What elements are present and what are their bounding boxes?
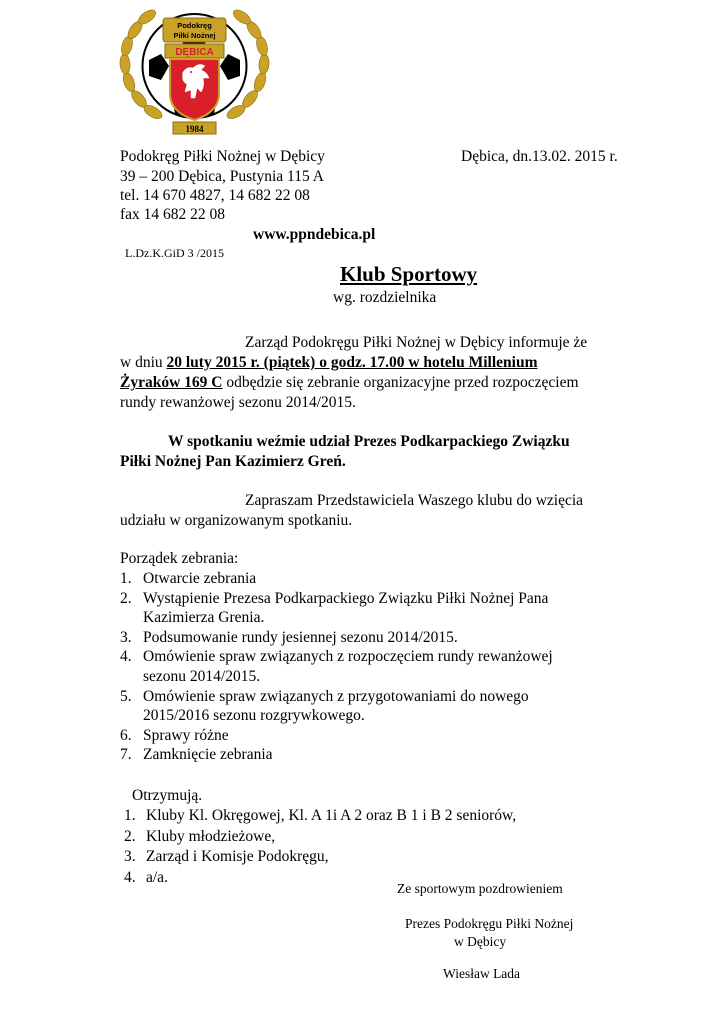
distribution-item-number: 3. (124, 848, 136, 865)
distribution-item-text: Zarząd i Komisje Podokręgu, (146, 848, 329, 865)
agenda-item-text: Kazimierza Grenia. (143, 609, 265, 627)
signatory-role-line-2: w Dębicy (454, 934, 507, 949)
paragraph-3-line-2: udziału w organizowanym spotkaniu. (120, 512, 353, 529)
agenda-item-text: sezonu 2014/2015. (143, 668, 261, 685)
agenda-item-text: Omówienie spraw związanych z rozpoczęciem rundy rewanżowej (143, 648, 553, 666)
sender-fax: fax 14 682 22 08 (120, 206, 226, 223)
logo-year: 1984 (185, 124, 204, 134)
sender-phone: tel. 14 670 4827, 14 682 22 08 (120, 187, 310, 204)
agenda-item-number: 7. (120, 746, 132, 764)
meeting-address: Żyraków 169 C (120, 374, 223, 391)
sender-address: 39 – 200 Dębica, Pustynia 115 A (120, 168, 324, 185)
svg-text:Piłki Nożnej: Piłki Nożnej (173, 31, 216, 40)
distribution-item-number: 4. (124, 868, 136, 886)
paragraph-1-line-3: Żyraków 169 C odbędzie się zebranie organizacyjne przed rozpoczęciem (120, 374, 579, 391)
agenda-item-text: Wystąpienie Prezesa Podkarpackiego Związku Piłki Nożnej Pana (143, 589, 549, 607)
reference-number: L.Dz.K.GiD 3 /2015 (125, 246, 224, 260)
agenda-item-number: 5. (120, 687, 132, 705)
paragraph-2-line-2: Piłki Nożnej Pan Kazimierz Greń. (120, 453, 346, 470)
agenda-item-text: Zamknięcie zebrania (143, 746, 273, 764)
agenda-item-text: Sprawy różne (143, 726, 229, 744)
agenda-item-number: 3. (120, 628, 132, 646)
logo-city: DĘBICA (175, 47, 214, 58)
recipient-title: Klub Sportowy (340, 262, 478, 286)
distribution-item-text: a/a. (146, 868, 168, 886)
paragraph-1-line-1: Zarząd Podokręgu Piłki Nożnej w Dębicy informuje że (245, 334, 588, 351)
agenda-item-text: Otwarcie zebrania (143, 570, 257, 587)
agenda-heading: Porządek zebrania: (120, 550, 239, 567)
agenda-item-number: 2. (120, 589, 132, 607)
agenda-item-number: 6. (120, 726, 132, 744)
letter-date: Dębica, dn.13.02. 2015 r. (461, 148, 618, 165)
recipient-subtitle: wg. rozdzielnika (333, 289, 437, 306)
distribution-item-text: Kluby Kl. Okręgowej, Kl. A 1i A 2 oraz B 1 i B 2 seniorów, (146, 807, 517, 824)
paragraph-2-line-1: W spotkaniu weźmie udział Prezes Podkarpackiego Związku (168, 433, 570, 450)
signatory-name: Wiesław Lada (443, 966, 521, 981)
paragraph-1-line-2: w dniu 20 luty 2015 r. (piątek) o godz. 17.00 w hotelu Millenium (120, 354, 538, 371)
distribution-heading: Otrzymują. (132, 787, 203, 804)
distribution-item-number: 1. (124, 807, 136, 824)
website-link[interactable]: www.ppndebica.pl (253, 226, 376, 243)
club-logo (113, 2, 276, 140)
meeting-date-place: 20 luty 2015 r. (piątek) o godz. 17.00 w hotelu Millenium (166, 354, 538, 371)
paragraph-1-line-4: rundy rewanżowej sezonu 2014/2015. (120, 394, 356, 411)
signatory-role-line-1: Prezes Podokręgu Piłki Nożnej (405, 916, 574, 931)
agenda-item-number: 1. (120, 570, 132, 587)
closing-greeting: Ze sportowym pozdrowieniem (397, 881, 563, 896)
agenda-item-text: 2015/2016 sezonu rozgrywkowego. (143, 707, 365, 725)
sender-org-name: Podokręg Piłki Nożnej w Dębicy (120, 148, 325, 165)
agenda-item-text: Podsumowanie rundy jesiennej sezonu 2014/2015. (143, 628, 458, 646)
distribution-item-text: Kluby młodzieżowe, (146, 827, 276, 845)
paragraph-3-line-1: Zapraszam Przedstawiciela Waszego klubu do wzięcia (245, 492, 584, 509)
agenda-item-text: Omówienie spraw związanych z przygotowaniami do nowego (143, 687, 529, 705)
logo-top-text: Podokręg (177, 21, 212, 30)
agenda-item-number: 4. (120, 648, 132, 666)
distribution-item-number: 2. (124, 827, 136, 845)
